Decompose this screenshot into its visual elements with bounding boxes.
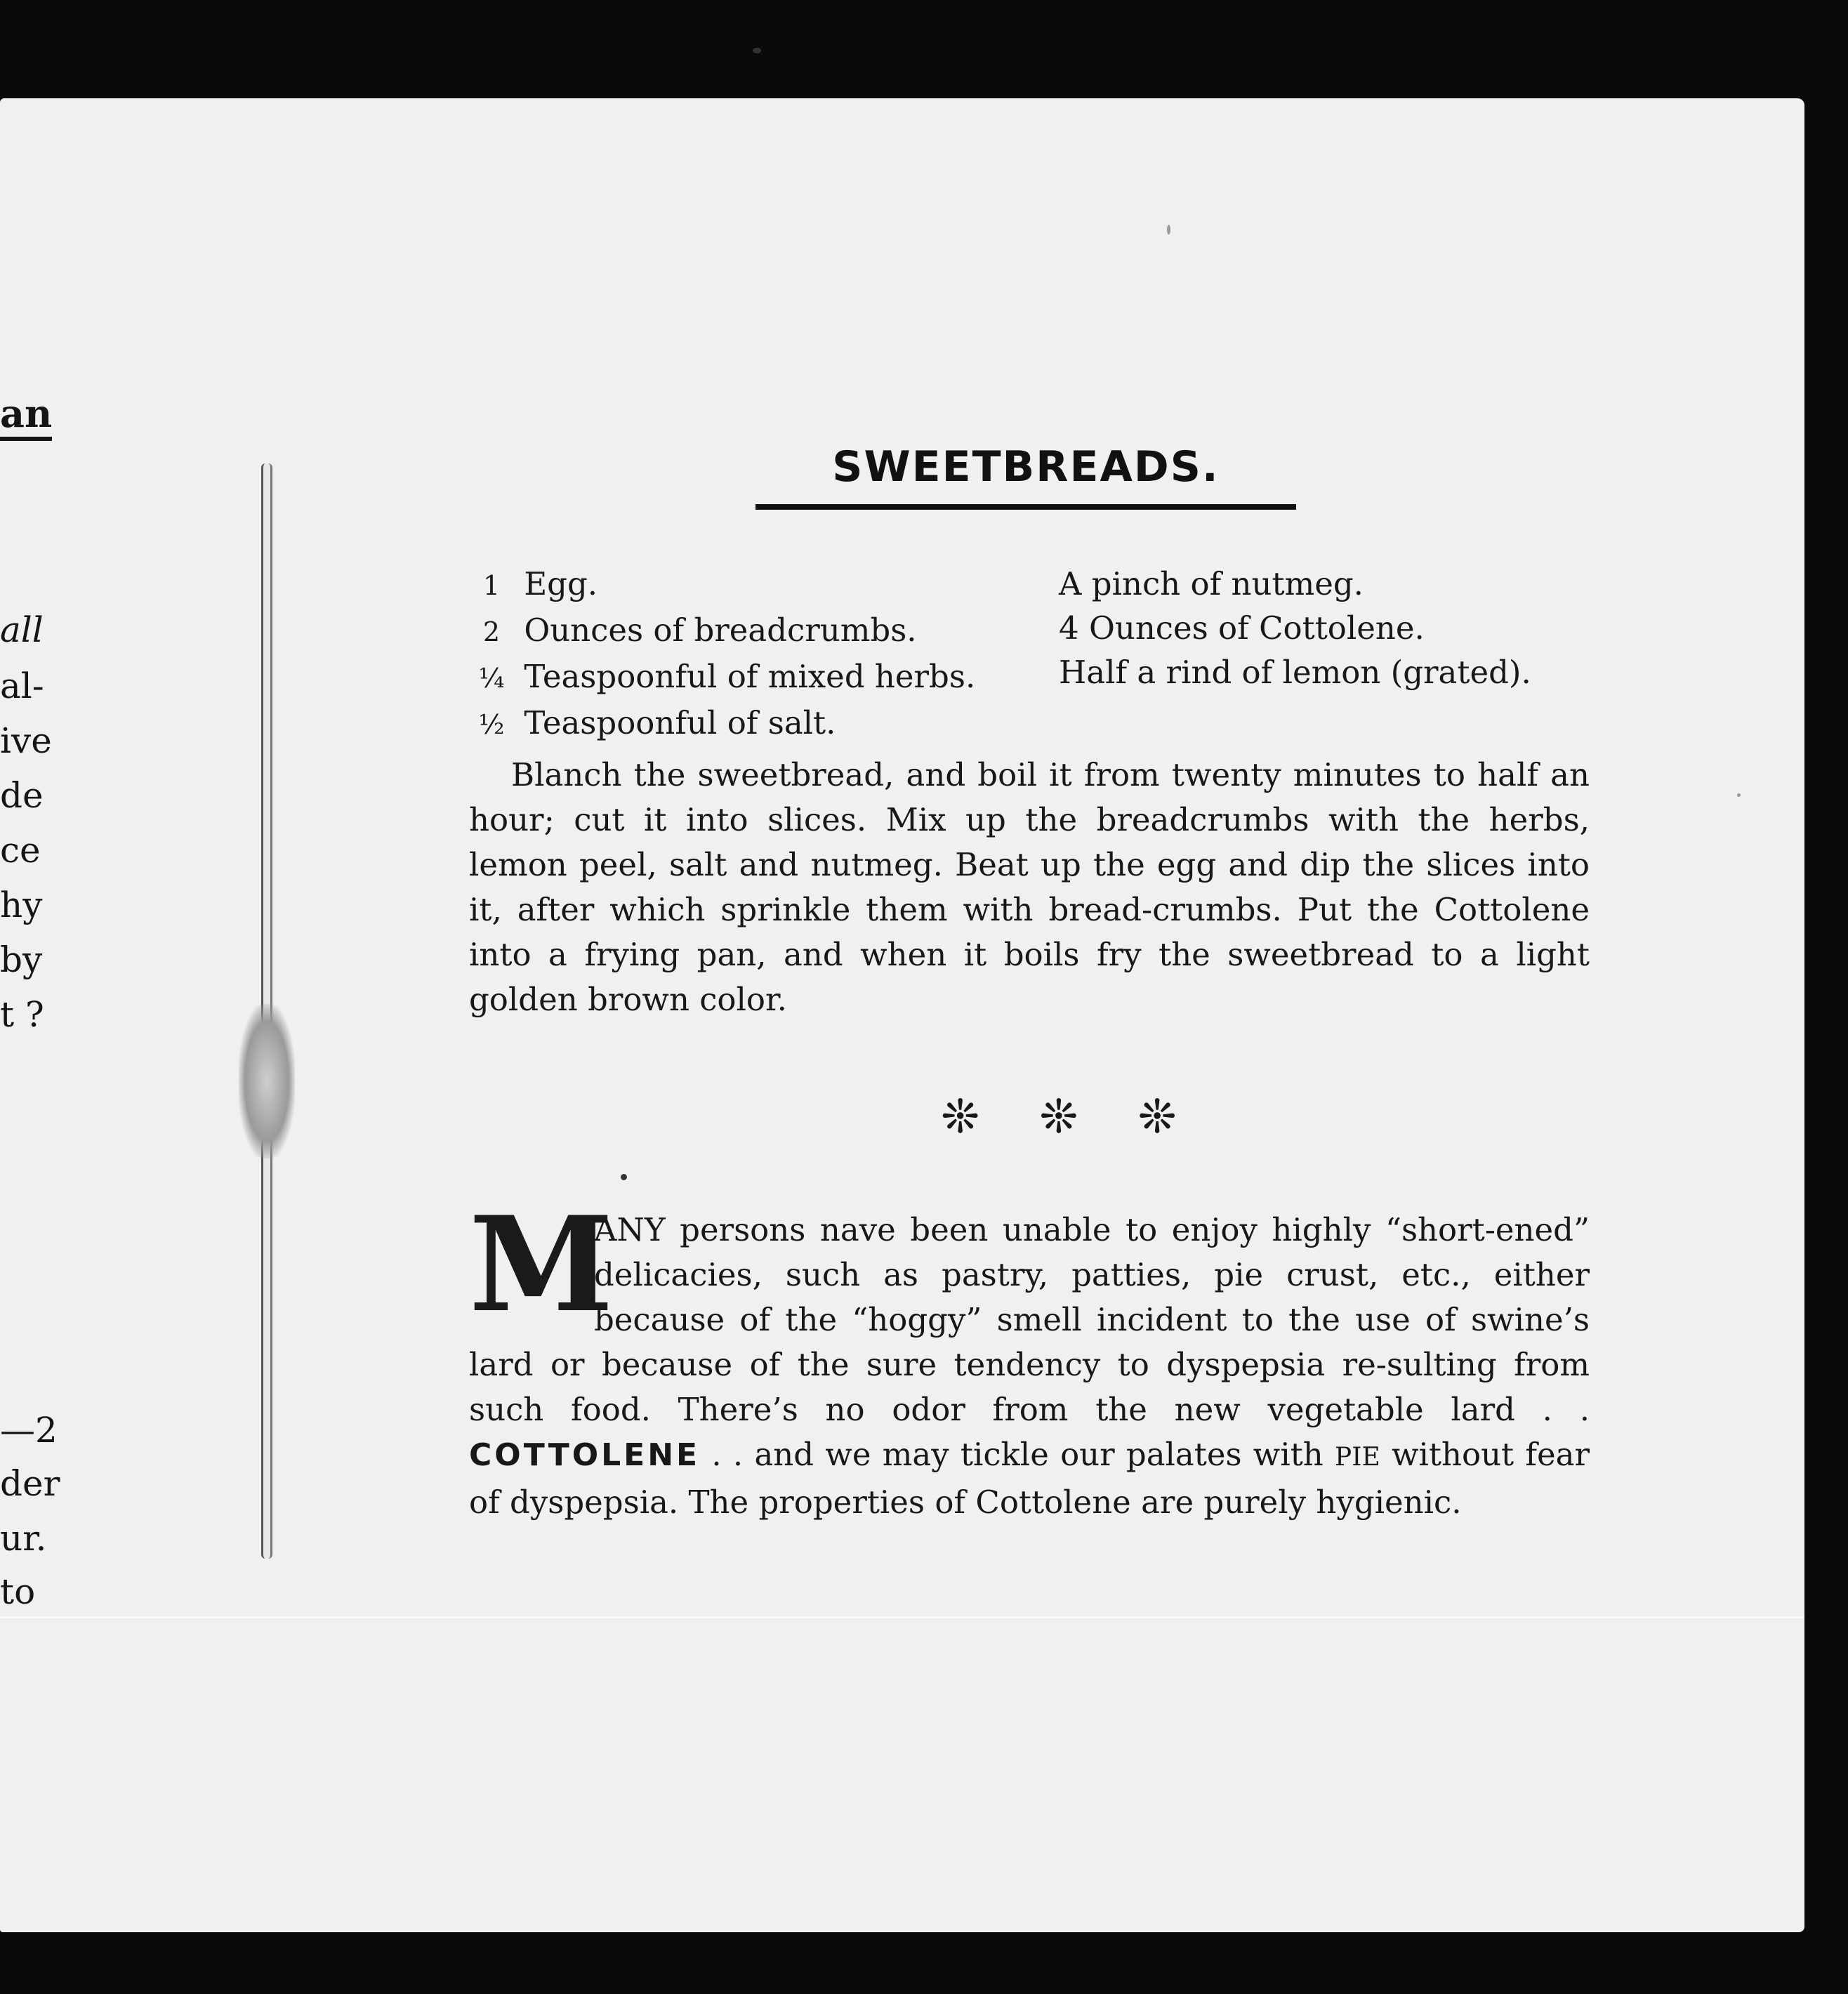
scan-speck [1167,225,1170,235]
ingredient-quantity: 4 [1059,609,1079,647]
ingredient-quantity: 1 [482,570,501,601]
left-page-line: ce [0,830,41,871]
left-page-italic-fragment: all [0,609,44,650]
recipe-title: SWEETBREADS. [755,442,1296,510]
left-page-heading-fragment: an [0,395,52,441]
ingredient-text: Teaspoonful of salt. [524,704,836,741]
left-page-line: der [0,1463,60,1504]
left-page-line: ur. [0,1518,47,1559]
left-page-line: to [0,1571,36,1612]
recipe-instructions: Blanch the sweetbread, and boil it from twenty minutes to half an hour; cut it into slices. Mix up the breadcrumbs with the herbs, lemon peel, salt and nutmeg. Beat up the egg and dip the slices into it, after which sprinkle them with bread-crumbs. Put the Cottolene into a frying pan, and when it boils fry the sweetbread to a light golden brown color. [469,756,1590,1018]
left-page-line: hy [0,885,43,925]
left-page-line: t ? [0,994,44,1035]
brand-name: COTTOLENE [469,1437,701,1473]
ingredient-text: Half a rind of lemon (grated). [1059,654,1531,691]
advert-opening-word: ANY [594,1211,666,1248]
ingredient-text: Ounces of breadcrumbs. [524,612,917,649]
scan-speck [753,48,761,53]
ingredient-item [469,562,975,608]
left-page-line: de [0,775,44,816]
ingredient-text: Ounces of Cottolene. [1088,609,1425,647]
ingredient-item [1059,562,1531,606]
ingredient-quantity: ½ [478,709,505,740]
ingredient-quantity: ¼ [478,663,505,694]
left-page-line: ive [0,720,52,761]
advert-text: persons nave been unable to enjoy highly “short-ened” delicacies, such as pastry, patties, pie crust, etc., either because of the “hoggy” smell incident to the use of swine’s lard or because of the sure tendency to dyspepsia re-sulting from such food. There’s no odor from the new vegetable lard . . [469,1211,1590,1428]
advert-pie-word: PIE [1335,1443,1380,1472]
ingredients-list-left [469,562,975,747]
left-page-line: —2 [0,1410,58,1451]
advert-text: without fear of dyspepsia. The properties of Cottolene are purely hygienic. [469,1436,1590,1521]
ingredient-text: A pinch of nutmeg. [1059,565,1364,602]
left-page-line: by [0,939,43,980]
ingredients-list-right [1059,562,1531,694]
ingredient-item [1059,606,1531,650]
drop-cap-letter: M [469,1187,614,1341]
left-page-line: al- [0,666,44,706]
advert-text: . . and we may tickle our palates with [700,1436,1335,1473]
ingredient-item [1059,650,1531,694]
binding-thread [244,463,284,1559]
section-divider-ornament: ❊ ❊ ❊ [941,1090,1199,1144]
ingredient-item [469,701,975,747]
ingredient-quantity: 2 [482,616,501,647]
ingredient-item [469,654,975,701]
cottolene-advertisement [469,1187,1590,1525]
scan-speck [1737,793,1741,797]
binding-knot [239,1004,295,1158]
ingredient-text: Teaspoonful of mixed herbs. [524,658,976,695]
ingredient-text: Egg. [524,565,598,602]
scan-speck [621,1174,627,1180]
ingredient-item [469,608,975,654]
